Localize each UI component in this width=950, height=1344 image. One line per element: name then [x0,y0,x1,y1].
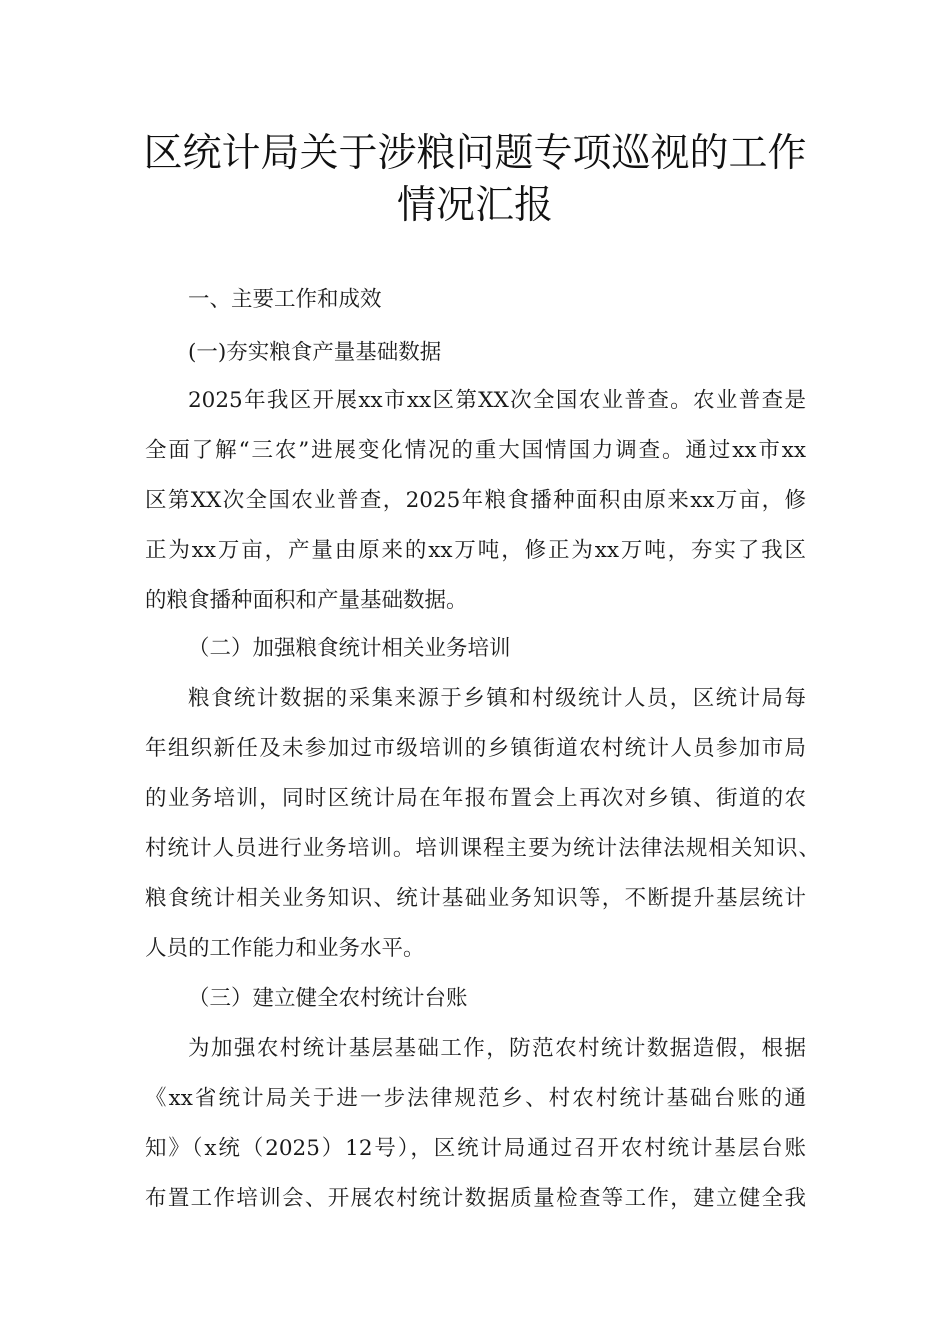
section-3-heading: （三）建立健全农村统计台账 [188,986,468,1011]
main-heading: 一、主要工作和成效 [188,287,382,312]
paragraph-line: 年组织新任及未参加过市级培训的乡镇街道农村统计人员参加市局 [145,736,806,761]
paragraph-line: 区第XX次全国农业普查，2025年粮食播种面积由原来xx万亩，修 [145,488,806,513]
section-1-heading: (一)夯实粮食产量基础数据 [188,340,442,365]
paragraph-line: 知》（x统（2025）12号），区统计局通过召开农村统计基层台账 [145,1136,806,1161]
paragraph-line: 的粮食播种面积和产量基础数据。 [145,588,468,613]
paragraph-line: 布置工作培训会、开展农村统计数据质量检查等工作，建立健全我 [145,1186,806,1211]
section-2-heading: （二）加强粮食统计相关业务培训 [188,636,511,661]
paragraph-line: 粮食统计相关业务知识、统计基础业务知识等，不断提升基层统计 [145,886,806,911]
paragraph-line: 人员的工作能力和业务水平。 [145,936,425,961]
paragraph-line: 粮食统计数据的采集来源于乡镇和村级统计人员，区统计局每 [188,686,806,711]
paragraph-line: 2025年我区开展xx市xx区第XX次全国农业普查。农业普查是 [188,388,806,413]
paragraph-line: 正为xx万亩，产量由原来的xx万吨，修正为xx万吨，夯实了我区 [145,538,806,563]
paragraph-line: 村统计人员进行业务培训。培训课程主要为统计法律法规相关知识、 [145,836,820,861]
paragraph-line: 为加强农村统计基层基础工作，防范农村统计数据造假，根据 [188,1036,806,1061]
page-title-line-2: 情况汇报 [396,183,553,228]
paragraph-line: 全面了解“三农”进展变化情况的重大国情国力调查。通过xx市xx [145,438,806,463]
page-title-line-1: 区统计局关于涉粮问题专项巡视的工作 [143,131,807,176]
paragraph-line: 《xx省统计局关于进一步法律规范乡、村农村统计基础台账的通 [145,1086,806,1111]
paragraph-line: 的业务培训，同时区统计局在年报布置会上再次对乡镇、街道的农 [145,786,806,811]
